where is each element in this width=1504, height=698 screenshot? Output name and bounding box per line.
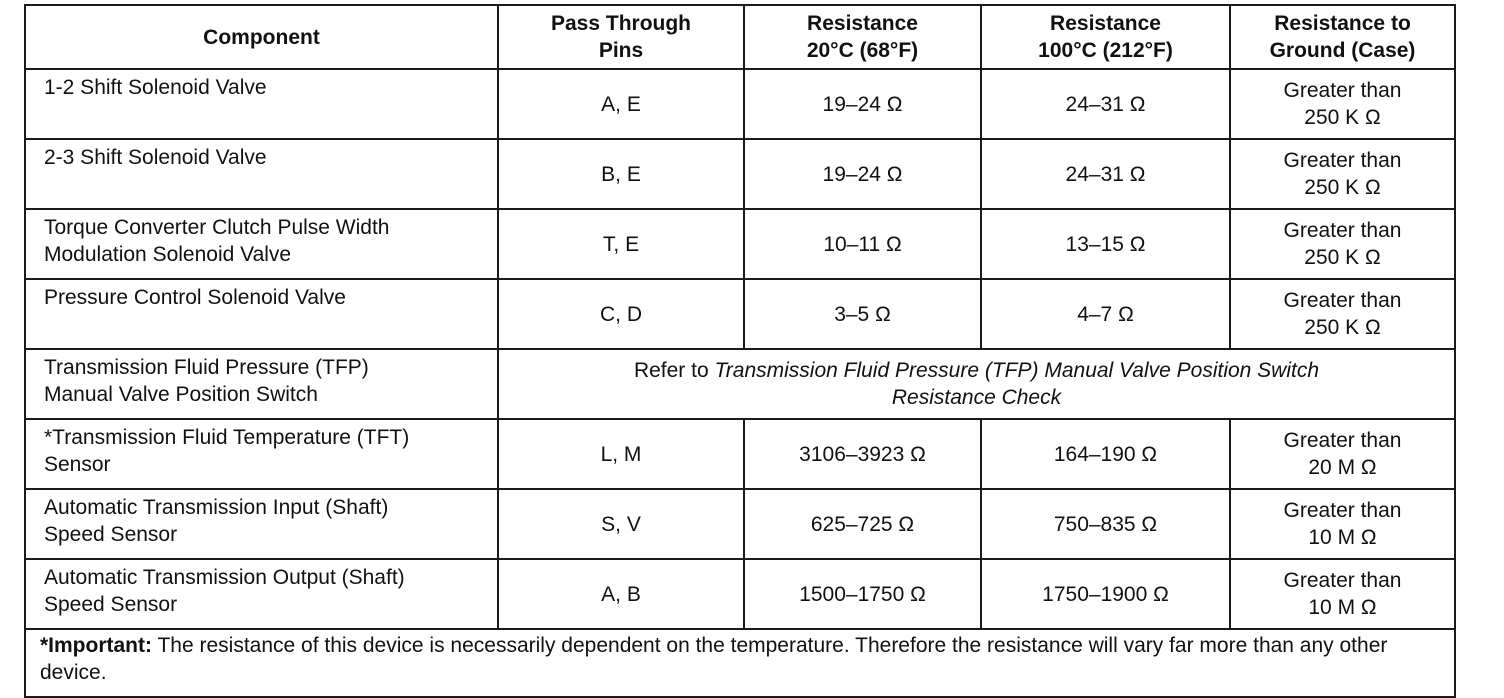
refer-link-title-line2: Resistance Check (891, 386, 1062, 409)
ground-cell (1230, 279, 1455, 349)
ground-line2: 250 K Ω (1304, 316, 1381, 339)
important-text: The resistance of this device is necessarily dependent on the temperature. Therefore the resistance will vary far more than any other device. (40, 634, 1388, 684)
table-row (25, 559, 1455, 629)
resistance-100c-cell: 24–31 Ω (981, 139, 1230, 209)
ground-line1: Greater than (1283, 569, 1402, 592)
component-line2: Modulation Solenoid Valve (44, 243, 292, 266)
header-ground-line2: Ground (Case) (1269, 39, 1416, 62)
component-line1: Torque Converter Clutch Pulse Width (44, 216, 390, 239)
ground-cell (1230, 69, 1455, 139)
resistance-20c-cell: 10–11 Ω (744, 209, 981, 279)
header-row (25, 5, 1455, 69)
component-line1: *Transmission Fluid Temperature (TFT) (44, 426, 410, 449)
component-line1: 2-3 Shift Solenoid Valve (44, 146, 267, 169)
table-row (25, 489, 1455, 559)
pins-cell: B, E (498, 139, 744, 209)
ground-cell (1230, 209, 1455, 279)
resistance-100c-cell: 1750–1900 Ω (981, 559, 1230, 629)
component-line2: Speed Sensor (44, 593, 178, 616)
component-line1: 1-2 Shift Solenoid Valve (44, 76, 267, 99)
header-component (25, 5, 498, 69)
resistance-100c-cell: 13–15 Ω (981, 209, 1230, 279)
table-row (25, 139, 1455, 209)
header-r100-line1: Resistance (1050, 12, 1161, 35)
component-cell (25, 559, 498, 629)
ground-line2: 250 K Ω (1304, 106, 1381, 129)
resistance-20c-cell: 19–24 Ω (744, 69, 981, 139)
resistance-20c-cell: 1500–1750 Ω (744, 559, 981, 629)
resistance-table (24, 4, 1456, 698)
ground-line2: 250 K Ω (1304, 246, 1381, 269)
ground-cell (1230, 559, 1455, 629)
important-note (25, 629, 1455, 697)
resistance-20c-cell: 3106–3923 Ω (744, 419, 981, 489)
component-line1: Automatic Transmission Input (Shaft) (44, 496, 389, 519)
ground-line1: Greater than (1283, 429, 1402, 452)
resistance-20c-cell: 19–24 Ω (744, 139, 981, 209)
component-line2: Speed Sensor (44, 523, 178, 546)
header-r20-line2: 20°C (68°F) (806, 39, 919, 62)
refer-prefix: Refer to (633, 359, 715, 382)
header-pins (498, 5, 744, 69)
component-cell (25, 419, 498, 489)
ground-line2: 10 M Ω (1308, 526, 1377, 549)
component-cell (25, 69, 498, 139)
component-cell (25, 279, 498, 349)
table-row (25, 349, 1455, 419)
header-pins-line1: Pass Through (550, 12, 692, 35)
component-line2: Manual Valve Position Switch (44, 383, 318, 406)
table-row (25, 279, 1455, 349)
table-row (25, 69, 1455, 139)
ground-line2: 10 M Ω (1308, 596, 1377, 619)
component-line1: Pressure Control Solenoid Valve (44, 286, 346, 309)
pins-cell: C, D (498, 279, 744, 349)
component-line1: Transmission Fluid Pressure (TFP) (44, 356, 369, 379)
table-row (25, 419, 1455, 489)
header-r20-line1: Resistance (807, 12, 918, 35)
header-resistance-ground (1230, 5, 1455, 69)
header-resistance-20c (744, 5, 981, 69)
component-line1: Automatic Transmission Output (Shaft) (44, 566, 405, 589)
header-ground-line1: Resistance to (1274, 12, 1411, 35)
pins-cell: A, B (498, 559, 744, 629)
resistance-20c-cell: 625–725 Ω (744, 489, 981, 559)
header-resistance-100c (981, 5, 1230, 69)
resistance-20c-cell: 3–5 Ω (744, 279, 981, 349)
component-cell (25, 209, 498, 279)
note-row (25, 629, 1455, 697)
ground-cell (1230, 419, 1455, 489)
header-r100-line2: 100°C (212°F) (1038, 39, 1173, 62)
refer-cell (498, 349, 1455, 419)
component-line2: Sensor (44, 453, 111, 476)
ground-line1: Greater than (1283, 79, 1402, 102)
ground-line1: Greater than (1283, 219, 1402, 242)
component-cell (25, 489, 498, 559)
resistance-100c-cell: 24–31 Ω (981, 69, 1230, 139)
component-cell (25, 139, 498, 209)
resistance-100c-cell: 750–835 Ω (981, 489, 1230, 559)
ground-line1: Greater than (1283, 289, 1402, 312)
important-label: *Important: (40, 634, 152, 657)
table-row (25, 209, 1455, 279)
pins-cell: L, M (498, 419, 744, 489)
ground-line2: 20 M Ω (1308, 456, 1377, 479)
ground-cell (1230, 489, 1455, 559)
ground-line1: Greater than (1283, 149, 1402, 172)
header-component-label: Component (203, 25, 320, 49)
header-pins-line2: Pins (598, 39, 644, 62)
resistance-table-container (24, 4, 1454, 698)
ground-cell (1230, 139, 1455, 209)
ground-line2: 250 K Ω (1304, 176, 1381, 199)
refer-link-title: Transmission Fluid Pressure (TFP) Manual Valve Position Switch (714, 359, 1320, 382)
pins-cell: S, V (498, 489, 744, 559)
pins-cell: A, E (498, 69, 744, 139)
resistance-100c-cell: 4–7 Ω (981, 279, 1230, 349)
component-cell (25, 349, 498, 419)
pins-cell: T, E (498, 209, 744, 279)
resistance-100c-cell: 164–190 Ω (981, 419, 1230, 489)
ground-line1: Greater than (1283, 499, 1402, 522)
